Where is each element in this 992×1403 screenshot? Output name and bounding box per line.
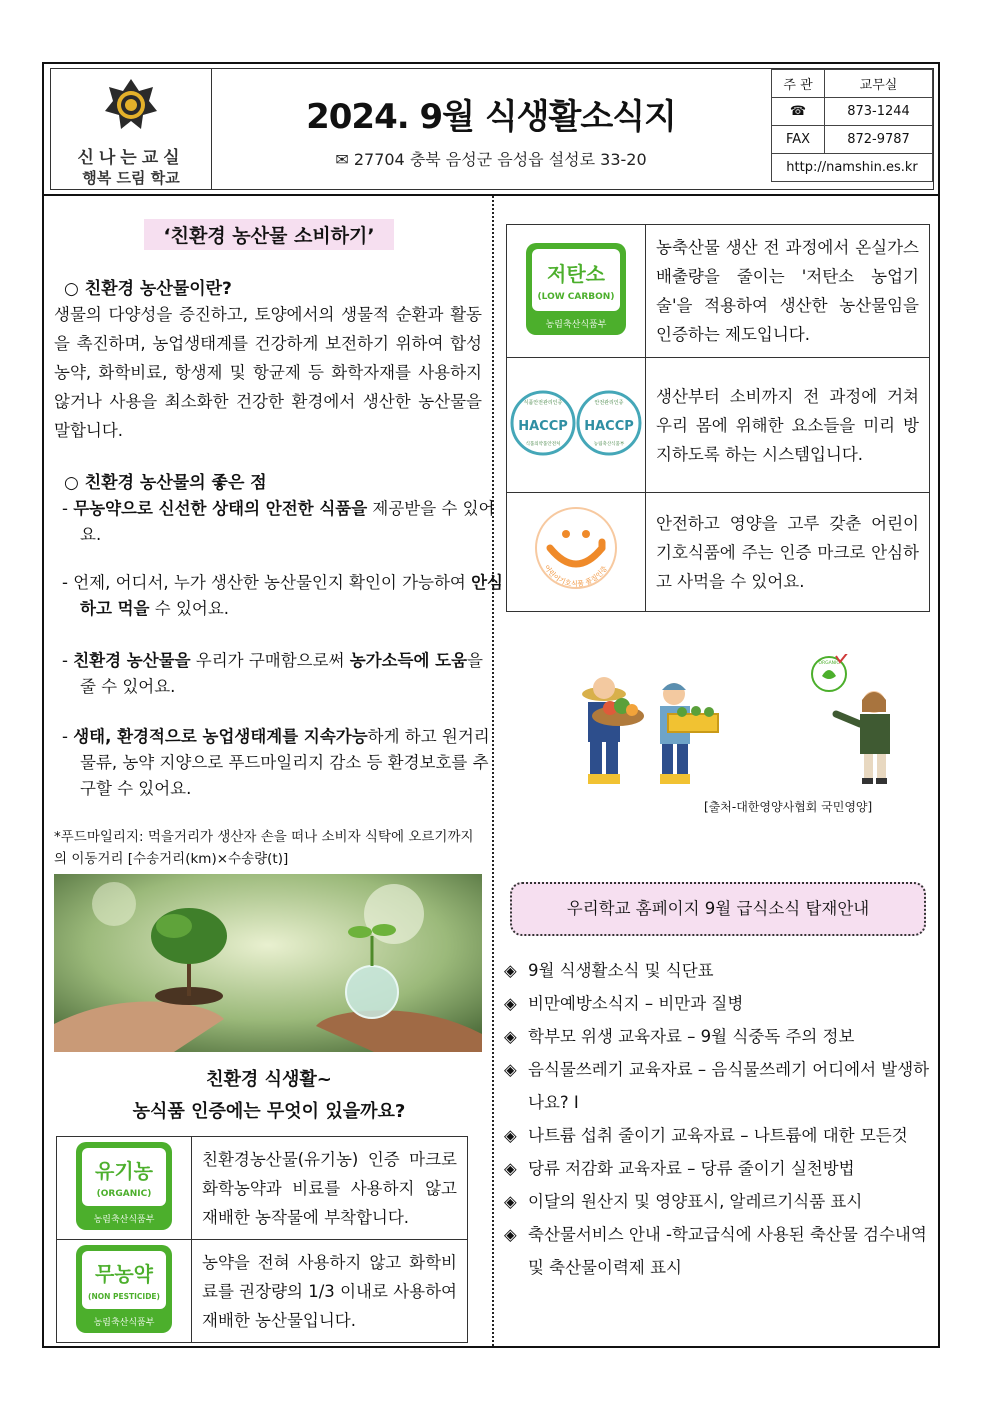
benefit-text: 언제, 어디서, 누가 생산한 농산물인지 확인이 가능하여 xyxy=(73,573,472,592)
cert-description: 생산부터 소비까지 전 과정에 거쳐 우리 몸에 위해한 요소들을 미리 방지하도록 하는 시스템입니다. xyxy=(646,358,930,493)
svg-text:어린이기호식품 품질인증: 어린이기호식품 품질인증 xyxy=(542,563,610,589)
cert-description: 농약을 전혀 사용하지 않고 화학비료를 권장량의 1/3 이내로 사용하여 재배한 농산물입니다. xyxy=(192,1240,468,1343)
address xyxy=(211,147,771,170)
info-key: 주 관 xyxy=(772,70,825,98)
svg-text:ORGANIC: ORGANIC xyxy=(818,661,840,666)
info-value: 교무실 xyxy=(825,70,933,98)
newsletter-frame xyxy=(42,62,940,1348)
diamond-bullet-icon: ◈ xyxy=(504,1027,517,1046)
svg-text:(ORGANIC): (ORGANIC) xyxy=(96,1189,152,1199)
benefit-item: - 친환경 농산물을 우리가 구매함으로써 농가소득에 도움을 줄 수 있어요. xyxy=(62,651,483,696)
organic-mark-icon xyxy=(74,1140,174,1232)
question-heading: ○ 친환경 농산물의 좋은 점 xyxy=(64,473,267,493)
list-item xyxy=(504,1053,934,1119)
benefit-text: 을 줄 수 있어요. xyxy=(80,651,483,696)
hands-with-plants-photo xyxy=(54,874,482,1052)
benefit-text: 제공받을 수 있어요. xyxy=(80,499,495,544)
list-item-text: 나트륨 섭취 줄이기 교육자료 – 나트륨에 대한 모든것 xyxy=(528,1126,908,1145)
haccp-mark-icon xyxy=(510,388,642,458)
page-title: 2024. 9월 식생활소식지 xyxy=(306,97,676,137)
cert-row xyxy=(507,225,930,358)
school-logo xyxy=(51,69,212,189)
list-item xyxy=(504,987,934,1020)
svg-text:농림축산식품부: 농림축산식품부 xyxy=(545,320,607,330)
cert-row xyxy=(507,493,930,612)
benefit-item: - 무농약으로 신선한 상태의 안전한 식품을 제공받을 수 있어요. xyxy=(62,499,495,544)
mail-icon: ✉ xyxy=(335,150,354,169)
notice-list xyxy=(504,954,934,1284)
benefit-text: 하게 하고 원거리 물류, 농약 지양으로 푸드마일리지 감소 등 환경보호를 추구할 수 있어요. xyxy=(80,727,490,798)
cert-table-left xyxy=(56,1136,468,1343)
header xyxy=(44,64,938,196)
cert-description: 안전하고 영양을 고루 갖춘 어린이 기호식품에 주는 인증 마크로 안심하고 사먹을 수 있어요. xyxy=(646,493,930,612)
diamond-bullet-icon: ◈ xyxy=(504,994,517,1013)
list-item-text: 학부모 위생 교육자료 – 9월 식중독 주의 정보 xyxy=(528,1027,855,1046)
list-item-text: 비만예방소식지 – 비만과 질병 xyxy=(528,994,744,1013)
footnote: *푸드마일리지: 먹을거리가 생산자 손을 떠나 소비자 식탁에 오르기까지의 이동거리 [수송거리(km)×수송량(t)] xyxy=(54,829,474,867)
svg-text:저탄소: 저탄소 xyxy=(547,262,605,286)
farmers-illustration xyxy=(574,654,934,798)
question-heading: ○ 친환경 농산물이란? xyxy=(64,279,232,299)
list-item xyxy=(504,1185,934,1218)
benefit-bold: 안심하고 먹을 xyxy=(80,573,503,618)
diamond-bullet-icon: ◈ xyxy=(504,1060,517,1079)
list-item-text: 축산물서비스 안내 -학교급식에 사용된 축산물 검수내역 및 축산물이력제 표시 xyxy=(528,1225,927,1277)
benefit-item: - 언제, 어디서, 누가 생산한 농산물인지 확인이 가능하여 안심하고 먹을 수 있어요. xyxy=(62,573,503,618)
cert-row xyxy=(57,1240,468,1343)
list-item xyxy=(504,1218,934,1284)
info-key: FAX xyxy=(772,126,825,154)
diamond-bullet-icon: ◈ xyxy=(504,1159,517,1178)
benefit-text: 우리가 구매함으로써 xyxy=(190,651,350,670)
svg-text:(NON PESTICIDE): (NON PESTICIDE) xyxy=(88,1292,160,1301)
cert-heading-line1: 친환경 식생활~ xyxy=(206,1069,332,1090)
logo-text-2: 행복 드림 학교 xyxy=(82,169,180,187)
child-food-smile-mark-icon xyxy=(528,502,624,598)
benefit-text: 수 있어요. xyxy=(149,599,230,618)
svg-text:유기농: 유기농 xyxy=(95,1159,153,1183)
definition-text: 생물의 다양성을 증진하고, 토양에서의 생물적 순환과 활동을 촉진하며, 농업생태계를 건강하게 보전하기 위하여 합성농약, 화학비료, 항생제 및 항균제 등 화학자재를 사용하지 않거나 사용을 최소화한 건강한 환경에서 생산한 농산물을 말합니다. xyxy=(54,305,482,440)
cert-row xyxy=(507,358,930,493)
address-text: 27704 충북 음성군 음성읍 설성로 33-20 xyxy=(353,150,647,169)
section-title: ‘친환경 농산물 소비하기’ xyxy=(144,219,394,250)
diamond-bullet-icon: ◈ xyxy=(504,1192,517,1211)
info-value: 873-1244 xyxy=(825,98,933,126)
svg-text:농림축산식품부: 농림축산식품부 xyxy=(93,1215,155,1225)
cert-description: 농축산물 생산 전 과정에서 온실가스 배출량을 줄이는 '저탄소 농업기술'을 적용하여 생산한 농산물임을 인증하는 제도입니다. xyxy=(646,225,930,358)
svg-text:무농약: 무농약 xyxy=(95,1262,153,1286)
school-emblem-icon xyxy=(103,77,159,137)
logo-text-1: 신나는교실 xyxy=(77,148,185,168)
svg-text:농림축산식품부: 농림축산식품부 xyxy=(593,442,625,447)
cert-row xyxy=(57,1137,468,1240)
diamond-bullet-icon: ◈ xyxy=(504,961,517,980)
cert-table-right xyxy=(506,224,930,612)
benefit-bold: 생태, 환경적으로 농업생태계를 지속가능 xyxy=(73,727,368,746)
non-pesticide-mark-icon xyxy=(74,1243,174,1335)
svg-text:농림축산식품부: 농림축산식품부 xyxy=(93,1318,155,1328)
list-item-text: 음식물쓰레기 교육자료 – 음식물쓰레기 어디에서 발생하나요? I xyxy=(528,1060,930,1112)
list-item-text: 당류 저감화 교육자료 – 당류 줄이기 실천방법 xyxy=(528,1159,855,1178)
list-item xyxy=(504,954,934,987)
list-item-text: 9월 식생활소식 및 식단표 xyxy=(528,961,714,980)
list-item xyxy=(504,1020,934,1053)
website-link[interactable]: http://namshin.es.kr xyxy=(772,154,933,182)
homepage-notice-banner: 우리학교 홈페이지 9월 급식소식 탑재안내 xyxy=(510,882,926,936)
list-item-text: 이달의 원산지 및 영양표시, 알레르기식품 표시 xyxy=(528,1192,863,1211)
cert-description: 친환경농산물(유기농) 인증 마크로 화학농약과 비료를 사용하지 않고 재배한 농작물에 부착합니다. xyxy=(192,1137,468,1240)
svg-text:HACCP: HACCP xyxy=(518,419,568,434)
low-carbon-mark-icon xyxy=(524,241,628,337)
phone-icon: ☎ xyxy=(772,98,825,126)
image-credit: [출처-대한영양사협회 국민영양] xyxy=(704,800,873,814)
svg-text:안전관리인증: 안전관리인증 xyxy=(594,400,624,406)
svg-text:식품의약품안전처: 식품의약품안전처 xyxy=(525,442,561,447)
list-item xyxy=(504,1152,934,1185)
diamond-bullet-icon: ◈ xyxy=(504,1225,517,1244)
benefit-bold: 친환경 농산물을 xyxy=(73,651,191,670)
svg-text:HACCP: HACCP xyxy=(584,419,634,434)
cert-heading xyxy=(54,1064,484,1128)
cert-heading-line2: 농식품 인증에는 무엇이 있을까요? xyxy=(132,1101,406,1122)
info-value: 872-9787 xyxy=(825,126,933,154)
benefit-item: - 생태, 환경적으로 농업생태계를 지속가능하게 하고 원거리 물류, 농약 지양으로 푸드마일리지 감소 등 환경보호를 추구할 수 있어요. xyxy=(62,727,490,798)
benefit-bold: 무농약으로 신선한 상태의 안전한 식품을 xyxy=(73,499,368,518)
contact-table xyxy=(771,69,933,182)
benefit-bold: 농가소득에 도움 xyxy=(349,651,468,670)
diamond-bullet-icon: ◈ xyxy=(504,1126,517,1145)
svg-text:식품안전관리인증: 식품안전관리인증 xyxy=(523,400,563,406)
list-item xyxy=(504,1119,934,1152)
svg-text:(LOW CARBON): (LOW CARBON) xyxy=(537,292,615,302)
